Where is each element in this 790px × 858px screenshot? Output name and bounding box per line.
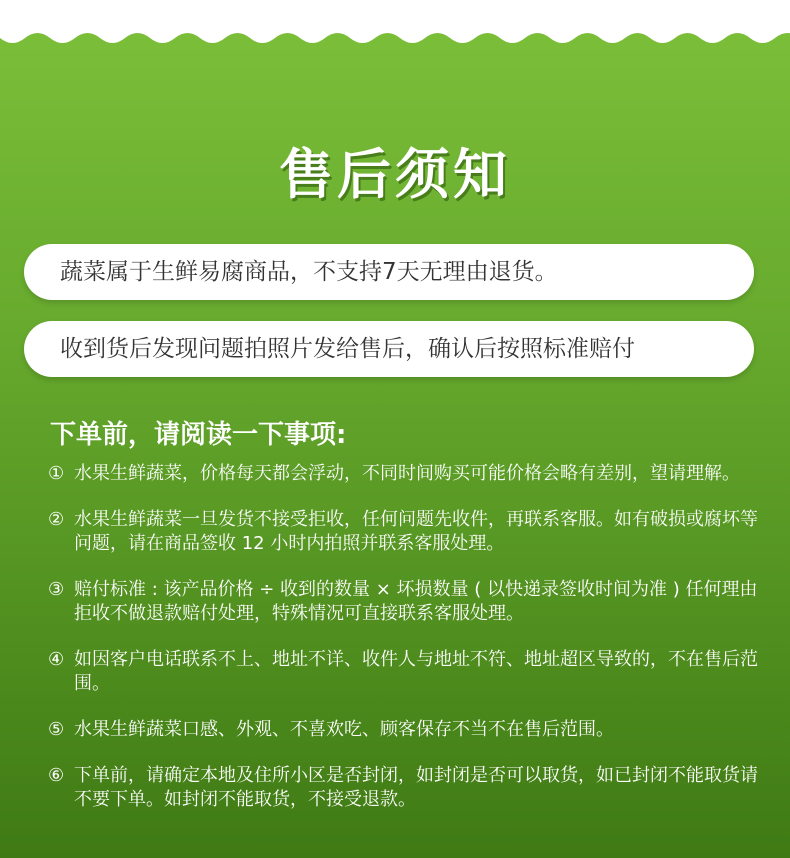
notice-item (48, 578, 760, 626)
notice-number: ② (48, 509, 65, 530)
notice-text: 赔付标准 : 该产品价格 ÷ 收到的数量 × 坏损数量 ( 以快递录签收时间为准 ) 任何理由拒收不做退款赔付处理，特殊情况可直接联系客服处理。 (74, 579, 758, 624)
notice-number: ④ (48, 649, 65, 670)
notice-text: 水果生鲜蔬菜一旦发货不接受拒收，任何问题先收件，再联系客服。如有破损或腐坏等问题，请在商品签收 12 小时内拍照并联系客服处理。 (74, 509, 758, 554)
page-title: 售后须知 (279, 143, 511, 206)
notice-text: 水果生鲜蔬菜，价格每天都会浮动，不同时间购买可能价格会略有差别，望请理解。 (74, 463, 740, 484)
notice-number: ① (48, 463, 65, 484)
scalloped-top-border (0, 0, 790, 60)
notice-item (48, 764, 760, 812)
notice-item (48, 648, 760, 696)
notice-list (48, 462, 760, 834)
notice-number: ⑤ (48, 719, 65, 740)
notice-heading: 下单前，请阅读一下事项: (50, 420, 347, 450)
notice-text: 如因客户电话联系不上、地址不详、收件人与地址不符、地址超区导致的，不在售后范围。 (74, 649, 758, 694)
banner-compensation: 收到货后发现问题拍照片发给售后，确认后按照标准赔付 (24, 321, 754, 377)
notice-item (48, 508, 760, 556)
notice-item (48, 462, 760, 486)
notice-number: ③ (48, 579, 65, 600)
notice-item (48, 718, 760, 742)
notice-text: 水果生鲜蔬菜口感、外观、不喜欢吃、顾客保存不当不在售后范围。 (74, 719, 614, 740)
notice-text: 下单前，请确定本地及住所小区是否封闭，如封闭是否可以取货，如已封闭不能取货请不要下单。如封闭不能取货，不接受退款。 (74, 765, 758, 810)
notice-number: ⑥ (48, 765, 65, 786)
banner-no-return: 蔬菜属于生鲜易腐商品，不支持7天无理由退货。 (24, 244, 754, 300)
